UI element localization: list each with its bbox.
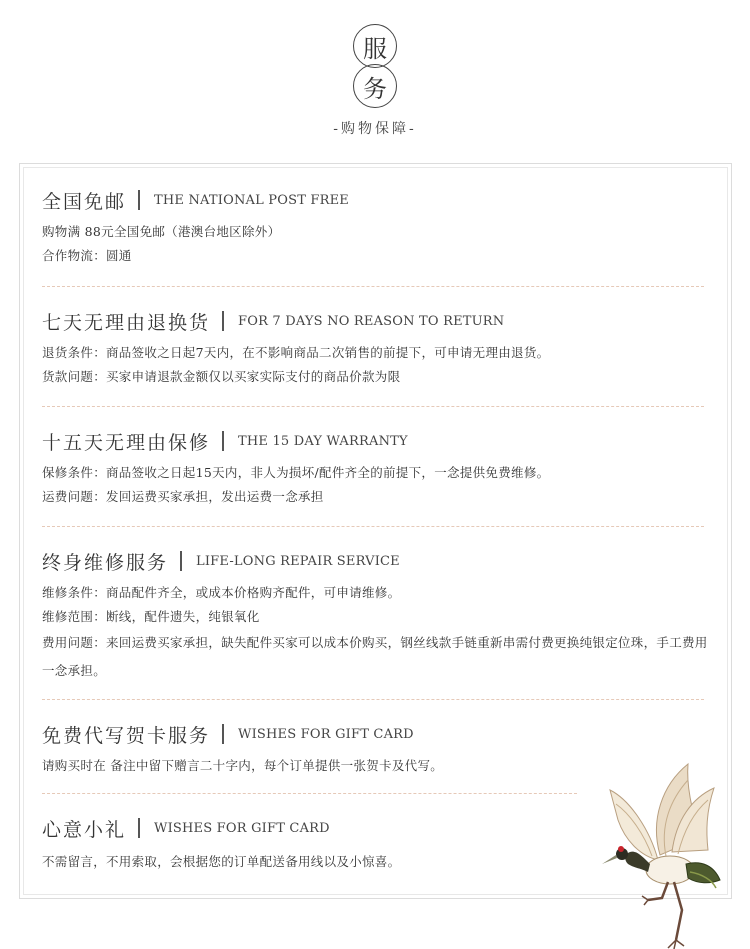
section-divider (42, 699, 704, 700)
header-subtitle: -购物保障- (333, 121, 417, 137)
section-line: 货款问题：买家申请退款金额仅以买家实际支付的商品价款为限 (42, 369, 401, 384)
section-line: 维修条件：商品配件齐全，或成本价格购齐配件，可申请维修。 (42, 585, 401, 600)
section-line: 运费问题：发回运费买家承担，发出运费一念承担 (42, 489, 324, 504)
section-title: 终身维修服务 (42, 551, 169, 574)
section-english-title: LIFE-LONG REPAIR SERVICE (196, 553, 400, 569)
header-char-circle (353, 24, 397, 68)
section-line: 不需留言，不用索取，会根据您的订单配送备用线以及小惊喜。 (42, 854, 401, 869)
section-heading (42, 307, 717, 335)
section-english-title: FOR 7 DAYS NO REASON TO RETURN (238, 313, 505, 329)
title-separator (138, 190, 140, 210)
section-english-title: WISHES FOR GIFT CARD (154, 820, 330, 836)
header-char-2: 务 (363, 74, 387, 103)
section-heading (42, 720, 717, 748)
section-title: 十五天无理由保修 (42, 431, 211, 454)
section-divider (42, 526, 704, 527)
section-line: 合作物流：圆通 (42, 248, 132, 263)
section-line: 购物满 88元全国免邮（港澳台地区除外） (42, 224, 281, 239)
header-char-circle (353, 64, 397, 108)
title-separator (222, 311, 224, 331)
section-line: 请购买时在 备注中留下赠言二十字内，每个订单提供一张贺卡及代写。 (42, 758, 444, 773)
title-separator (180, 551, 182, 571)
section-title: 心意小礼 (42, 818, 127, 841)
section-title: 全国免邮 (42, 190, 127, 213)
title-separator (222, 431, 224, 451)
section-english-title: THE NATIONAL POST FREE (154, 192, 349, 208)
section-heading (42, 427, 717, 455)
section-english-title: WISHES FOR GIFT CARD (238, 726, 414, 742)
section-lifelong-repair (42, 547, 717, 685)
section-heading (42, 186, 717, 214)
section-line: 维修范围：断线，配件遗失，纯银氧化 (42, 609, 260, 624)
header-char-1: 服 (363, 34, 387, 63)
section-title: 七天无理由退换货 (42, 311, 211, 334)
title-separator (222, 724, 224, 744)
red-crowned-crane-icon (590, 760, 730, 949)
section-divider (42, 793, 577, 794)
page-header (0, 0, 750, 150)
section-15-day-warranty (42, 427, 717, 509)
section-7-day-return (42, 307, 717, 389)
title-separator (138, 818, 140, 838)
section-line: 费用问题：来回运费买家承担，缺失配件买家可以成本价购买，钢丝线款手链重新串需付费更换纯银定位珠，手工费用一念承担。 (42, 635, 708, 678)
section-line: 保修条件：商品签收之日起15天内，非人为损坏/配件齐全的前提下，一念提供免费维修。 (42, 465, 550, 480)
section-title: 免费代写贺卡服务 (42, 724, 211, 747)
section-free-shipping (42, 186, 717, 268)
section-divider (42, 286, 704, 287)
section-english-title: THE 15 DAY WARRANTY (238, 433, 408, 449)
section-line: 退货条件：商品签收之日起7天内，在不影响商品二次销售的前提下，可申请无理由退货。 (42, 345, 550, 360)
section-divider (42, 406, 704, 407)
section-heading (42, 547, 717, 575)
